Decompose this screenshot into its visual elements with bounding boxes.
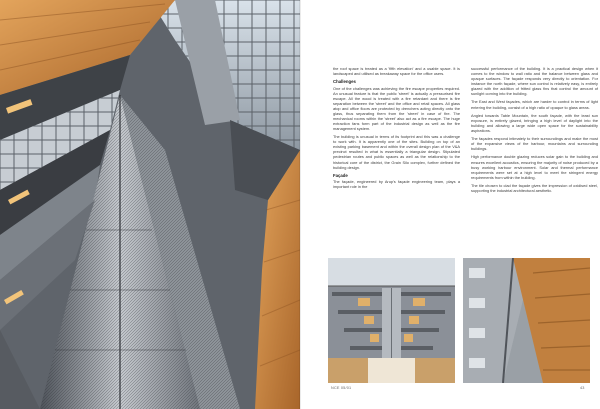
paragraph: successful performance of the building. It is a practical design when it comes to the window to wall ratio and the balance between glass and opaque surfaces. The façade responds very directly to orientation. For instance the north façade, where sun control is relatively easy, is entirely glazed with the addition of fritted glass fins that control the amount of sunlight coming into the building. [471, 66, 598, 97]
paragraph: One of the challenges was achieving the fire escape properties required. An unusual feature is that the public 'street' is actually a pressurised fire escape. All the wood is treated with a fire retardant and there is fire separation between the 'street' and the office and retail spaces. All glass atop and office floors are protected by drenchers acting directly onto the glass, thus separating them from the 'street' in case of fire. The mechanical rooms within the 'street' also act as a fire escape. The huge extraction fans form part of the industrial design as well as the fire management system. [333, 85, 460, 132]
paragraph: The East and West façades, which are harder to control in terms of light entering the building, consist of a high ratio of opaque to glass areas. [471, 99, 598, 110]
paragraph: The tile chosen to clad the façade gives the impression of oxidised steel, supporting the industrial architectural aesthetic. [471, 182, 598, 193]
interior-photo-timber [463, 258, 590, 383]
text-column-left [333, 66, 460, 193]
paragraph: The façades respond intimately to their surroundings and make the most of the expansive views of the harbour, mountains and surrounding buildings. [471, 136, 598, 152]
paragraph: High performance double glazing reduces solar gain to the building and ensures excellent acoustics, ensuring the majority of noise produced by a busy working harbour environment. Solar and thermal performance requirements were set at a high level to meet the stringent energy requirements from within the building. [471, 154, 598, 180]
interior-photo-atrium [328, 258, 455, 383]
paragraph: the roof space is treated as a 'fifth elevation' and a usable space. It is landscaped and utilised as breakaway space for the office users. [333, 66, 460, 77]
paragraph: The façade, engineered by Arup's façade engineering team, plays a important role in the [333, 179, 460, 190]
section-heading: Challenges [333, 79, 356, 85]
text-column-right [471, 66, 598, 196]
paragraph: The building is unusual in terms of its footprint and this was a challenge to work with. It is apparently one of the sites. Building on top of an existing parking basement and within the overall design plan of the V&A precinct resulted in what is essentially a triangular design. Stipulated pedestrian routes and public spaces as well as the relationship to the historical core of the district, the Grain Silo complex, further defined the building design. [333, 134, 460, 170]
folio-issue: NCE 05/01 [331, 386, 352, 390]
paragraph: Angled towards Table Mountain, the south façade, with the least sun exposure, is entirely glazed, bringing a high level of daylight into the building and allowing a large wide open space for the sustainability aspirations. [471, 112, 598, 133]
spine-shadow [299, 0, 301, 409]
page-number: 43 [580, 386, 585, 390]
section-heading: Façade [333, 172, 348, 178]
